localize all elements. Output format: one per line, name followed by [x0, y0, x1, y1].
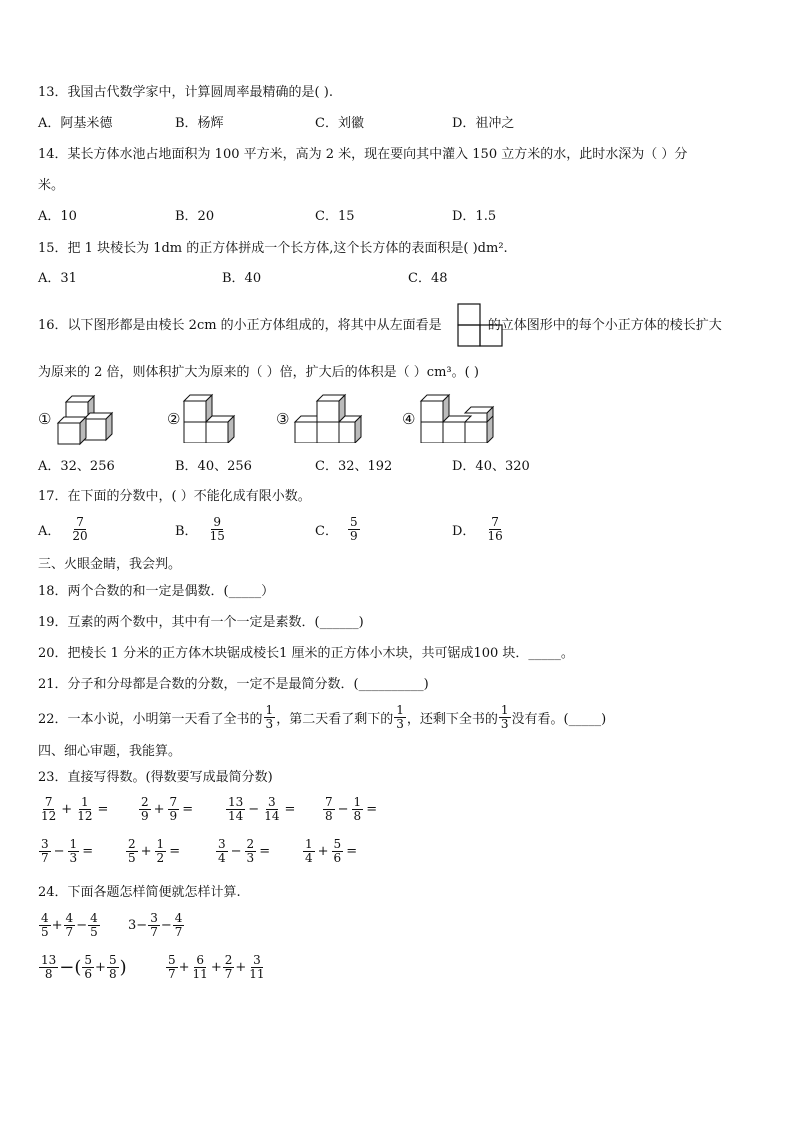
fraction — [148, 912, 160, 939]
q13-option-c: C．刘徽 — [315, 116, 364, 131]
numerator: 5 — [349, 515, 358, 529]
q24-expr-3 — [38, 954, 127, 981]
denominator: 5 — [90, 925, 98, 939]
fraction — [64, 912, 76, 939]
operator: − — [76, 918, 88, 933]
denominator: 14 — [264, 809, 280, 823]
numerator: 1 — [353, 795, 362, 809]
q16-option-c: C．32、192 — [315, 459, 393, 474]
denominator: 3 — [69, 851, 78, 865]
q24-expr-4 — [165, 954, 268, 981]
numerator: 13 — [228, 795, 244, 809]
q16-stem-post: 的立体图形中的每个小正方体的棱长扩大 — [487, 318, 722, 333]
cube-figure-3 — [293, 393, 363, 443]
fraction — [139, 796, 151, 823]
denominator: 3 — [265, 717, 274, 731]
operator: + — [317, 844, 329, 859]
operator: 3 — [128, 918, 137, 933]
denominator: 6 — [333, 851, 342, 865]
q22-text-2: ，第二天看了剩下的 — [276, 712, 394, 727]
figure-3-label: ③ — [276, 410, 290, 428]
denominator: 9 — [169, 809, 178, 823]
fraction — [323, 796, 335, 823]
q23-stem: 23．直接写得数。(得数要写成最简分数) — [38, 770, 273, 785]
numerator: 1 — [156, 837, 165, 851]
q23-expr-7 — [215, 838, 272, 865]
denominator: 11 — [192, 967, 208, 981]
operator: = — [259, 844, 271, 859]
fraction — [216, 838, 228, 865]
figure-4-label: ④ — [402, 410, 416, 428]
denominator: 20 — [72, 529, 88, 543]
q17-option-b-label: B． — [175, 524, 198, 539]
fraction — [262, 796, 281, 823]
numerator: 3 — [218, 837, 226, 851]
numerator: 5 — [168, 953, 176, 967]
denominator: 7 — [41, 851, 49, 865]
cube-figure-2 — [182, 393, 236, 443]
denominator: 12 — [77, 809, 93, 823]
fraction — [245, 838, 257, 865]
q24-stem: 24．下面各题怎样简便就怎样计算. — [38, 885, 241, 900]
operator: + — [153, 802, 165, 817]
denominator: 8 — [325, 809, 333, 823]
fraction — [352, 796, 364, 823]
numerator: 1 — [265, 703, 274, 717]
q14-stem: 14．某长方体水池占地面积为 100 平方米，高为 2 米，现在要向其中灌入 150 立方米的水，此时水深为（ ）分 — [38, 147, 688, 162]
q17-option-a — [38, 516, 91, 543]
section-3-heading: 三、火眼金睛，我会判。 — [38, 557, 182, 572]
fraction — [191, 954, 210, 981]
numerator: 5 — [333, 837, 342, 851]
q23-expr-1 — [38, 796, 110, 823]
fraction — [303, 838, 315, 865]
q15-stem: 15．把 1 块棱长为 1dm 的正方体拼成一个长方体,这个长方体的表面积是( )dm². — [38, 241, 508, 256]
fraction — [348, 516, 360, 543]
q16-stem-cont: 为原来的 2 倍，则体积扩大为原来的（ ）倍，扩大后的体积是（ ）cm³。( ) — [38, 365, 479, 380]
fraction — [155, 838, 167, 865]
q22-text-1: 22．一本小说，小明第一天看了全书的 — [38, 712, 263, 727]
q20-stem: 20．把棱长 1 分米的正方体木块锯成棱长1 厘米的正方体小木块，共可锯成100 块．_____。 — [38, 646, 574, 661]
numerator: 6 — [196, 953, 204, 967]
q15-option-b: B．40 — [222, 271, 262, 286]
operator: + — [210, 960, 222, 975]
denominator: 11 — [249, 967, 265, 981]
fraction — [39, 912, 51, 939]
fraction — [485, 516, 504, 543]
fraction — [394, 704, 406, 731]
numerator: 3 — [41, 837, 49, 851]
q23-expr-3 — [225, 796, 297, 823]
operator: − — [337, 802, 349, 817]
numerator: 3 — [150, 911, 158, 925]
numerator: 1 — [81, 795, 89, 809]
operator: = — [97, 802, 109, 817]
q14-stem-cont: 米。 — [38, 178, 65, 193]
numerator: 7 — [491, 515, 499, 529]
fraction — [107, 954, 119, 981]
denominator: 14 — [228, 809, 244, 823]
fraction — [126, 838, 138, 865]
numerator: 4 — [174, 911, 183, 925]
fraction — [70, 516, 89, 543]
fraction — [223, 954, 235, 981]
numerator: 5 — [108, 953, 117, 967]
numerator: 5 — [84, 953, 93, 967]
q23-expr-6 — [125, 838, 182, 865]
numerator: 2 — [128, 837, 136, 851]
q23-expr-5 — [38, 838, 95, 865]
denominator: 15 — [209, 529, 225, 543]
section-4-heading: 四、细心审题，我能算。 — [38, 744, 182, 759]
figure-2-label: ② — [167, 410, 181, 428]
operator: + — [61, 802, 73, 817]
denominator: 8 — [353, 809, 362, 823]
q23-expr-8 — [302, 838, 359, 865]
q17-stem: 17．在下面的分数中，( ）不能化成有限小数。 — [38, 489, 311, 504]
q22-text-4: 没有看。(_____) — [511, 712, 607, 727]
numerator: 1 — [396, 703, 404, 717]
operator: = — [346, 844, 358, 859]
q16-option-b: B．40、256 — [175, 459, 252, 474]
denominator: 9 — [349, 529, 358, 543]
denominator: 5 — [41, 925, 49, 939]
cube-figure-4 — [419, 393, 499, 443]
q16-option-d: D．40、320 — [452, 459, 530, 474]
operator: = — [182, 802, 194, 817]
q24-expr-1 — [38, 912, 101, 939]
q13-option-a: A．阿基米德 — [38, 116, 113, 131]
fraction — [208, 516, 227, 543]
cube-figure-1 — [56, 393, 116, 449]
denominator: 8 — [108, 967, 117, 981]
q15-option-c: C．48 — [408, 271, 448, 286]
q17-option-b — [175, 516, 228, 543]
numerator: 9 — [213, 515, 222, 529]
denominator: 6 — [84, 967, 93, 981]
numerator: 7 — [325, 795, 333, 809]
operator: − — [230, 844, 242, 859]
denominator: 7 — [224, 967, 233, 981]
fraction — [88, 912, 100, 939]
denominator: 9 — [141, 809, 149, 823]
fraction — [226, 796, 245, 823]
q13-option-b: B．杨辉 — [175, 116, 224, 131]
numerator: 7 — [44, 795, 53, 809]
fraction — [173, 912, 185, 939]
operator: + — [235, 960, 247, 975]
denominator: 3 — [246, 851, 255, 865]
operator: + — [51, 918, 63, 933]
numerator: 13 — [41, 953, 57, 967]
denominator: 7 — [168, 967, 176, 981]
q17-option-c — [315, 516, 361, 543]
denominator: 7 — [150, 925, 158, 939]
q16-option-a: A．32、256 — [38, 459, 115, 474]
q14-option-b: B．20 — [175, 209, 215, 224]
numerator: 1 — [69, 837, 78, 851]
operator: − — [136, 918, 148, 933]
denominator: 3 — [500, 717, 509, 731]
q13-stem: 13．我国古代数学家中，计算圆周率最精确的是( ). — [38, 85, 333, 100]
numerator: 2 — [224, 953, 233, 967]
numerator: 4 — [41, 911, 49, 925]
fraction — [75, 796, 94, 823]
numerator: 7 — [169, 795, 178, 809]
denominator: 4 — [305, 851, 313, 865]
fraction — [247, 954, 266, 981]
denominator: 7 — [174, 925, 183, 939]
fraction — [332, 838, 344, 865]
fraction — [166, 954, 178, 981]
q24-expr-2 — [128, 912, 185, 939]
q18-stem: 18．两个合数的和一定是偶数．(_____） — [38, 584, 275, 599]
fraction — [68, 838, 80, 865]
q21-stem: 21．分子和分母都是合数的分数，一定不是最简分数．(__________) — [38, 677, 429, 692]
operator: = — [366, 802, 378, 817]
q14-option-a: A．10 — [38, 209, 77, 224]
numerator: 7 — [76, 515, 84, 529]
q19-stem: 19．互素的两个数中，其中有一个一定是素数．(______) — [38, 615, 364, 630]
numerator: 1 — [500, 703, 509, 717]
numerator: 2 — [141, 795, 149, 809]
figure-1-label: ① — [38, 410, 52, 428]
operator: + — [95, 960, 106, 975]
q13-option-d: D．祖冲之 — [452, 116, 515, 131]
operator: ) — [119, 957, 127, 978]
operator: + — [178, 960, 190, 975]
operator: = — [284, 802, 296, 817]
operator: − — [53, 844, 65, 859]
numerator: 4 — [90, 911, 98, 925]
q22-stem — [38, 704, 606, 731]
fraction — [39, 838, 51, 865]
numerator: 4 — [65, 911, 74, 925]
numerator: 2 — [246, 837, 255, 851]
numerator: 1 — [305, 837, 313, 851]
q16-stem-pre: 16．以下图形都是由棱长 2cm 的小正方体组成的，将其中从左面看是 — [38, 318, 442, 333]
numerator: 3 — [268, 795, 276, 809]
denominator: 3 — [396, 717, 404, 731]
q22-text-3: ，还剩下全书的 — [406, 712, 498, 727]
q14-option-d: D．1.5 — [452, 209, 497, 224]
operator: − — [248, 802, 260, 817]
q15-option-a: A．31 — [38, 271, 77, 286]
denominator: 5 — [128, 851, 136, 865]
fraction — [82, 954, 94, 981]
denominator: 16 — [487, 529, 503, 543]
left-view-figure — [457, 303, 503, 347]
operator: − — [160, 918, 172, 933]
fraction — [39, 796, 58, 823]
fraction — [264, 704, 276, 731]
q17-option-d-label: D． — [452, 524, 476, 539]
q14-option-c: C．15 — [315, 209, 355, 224]
denominator: 8 — [44, 967, 53, 981]
denominator: 12 — [41, 809, 57, 823]
fraction — [168, 796, 180, 823]
operator: = — [169, 844, 181, 859]
fraction — [39, 954, 58, 981]
q17-option-c-label: C． — [315, 524, 338, 539]
denominator: 2 — [156, 851, 165, 865]
operator: −( — [59, 957, 82, 978]
operator: = — [82, 844, 94, 859]
fraction — [499, 704, 511, 731]
q17-option-d — [452, 516, 506, 543]
q23-expr-2 — [138, 796, 195, 823]
q16-stem — [38, 317, 722, 335]
denominator: 7 — [65, 925, 74, 939]
q23-expr-4 — [322, 796, 379, 823]
numerator: 3 — [253, 953, 261, 967]
q17-option-a-label: A． — [38, 524, 61, 539]
operator: + — [140, 844, 152, 859]
denominator: 4 — [218, 851, 226, 865]
